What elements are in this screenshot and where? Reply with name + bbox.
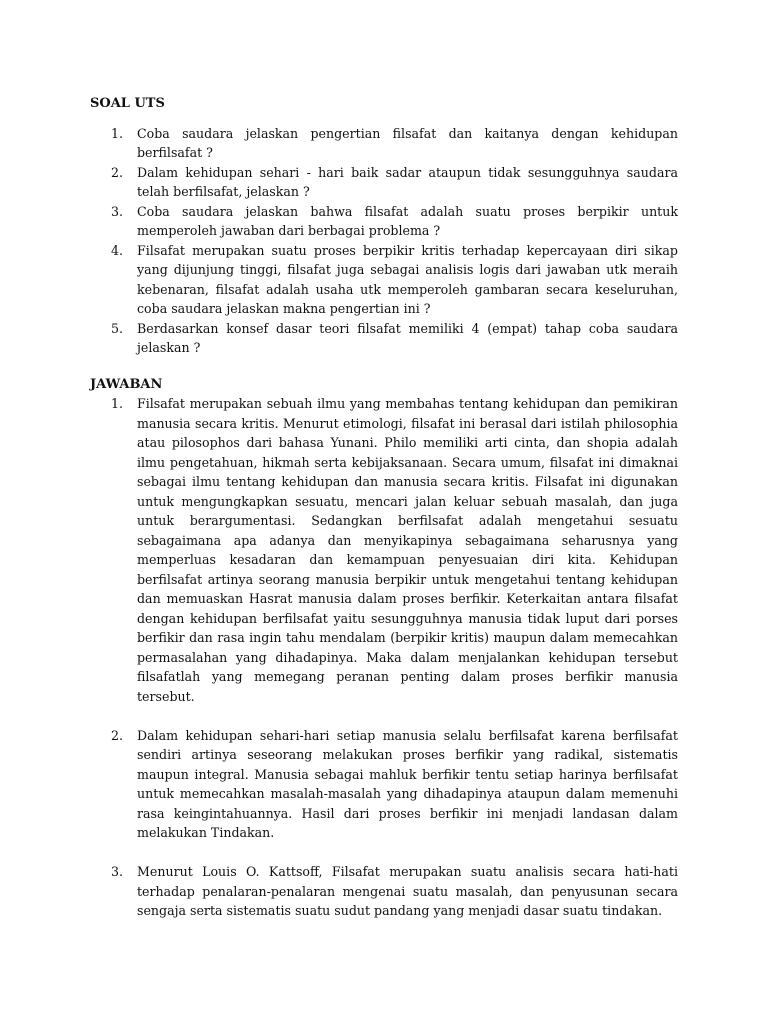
question-item	[90, 319, 678, 358]
answer-text: Filsafat merupakan sebuah ilmu yang membahas tentang kehidupan dan pemikiran manusia secara kritis. Menurut etimologi, filsafat ini berasal dari istilah philosophia atau pilosophos dari bahasa Yunani. Philo memiliki arti cinta, dan shopia adalah ilmu pengetahuan, hikmah serta kebijaksanaan. Secara umum, filsafat ini dimaknai sebagai ilmu tentang kehidupan dan manusia secara kritis. Filsafat ini digunakan untuk mengungkapkan sesuatu, mencari jalan keluar sebuah masalah, dan juga untuk berargumentasi. Sedangkan berfilsafat adalah mengetahui sesuatu sebagaimana apa adanya dan menyikapinya sebagaimana seharusnya yang memperluas kesadaran dan kemampuan penyesuaian diri kita. Kehidupan berfilsafat artinya seorang manusia berpikir untuk mengetahui tentang kehidupan dan memuaskan Hasrat manusia dalam proses berfikir. Keterkaitan antara filsafat dengan kehidupan berfilsafat yaitu sesungguhnya manusia tidak luput dari porses berfikir dan rasa ingin tahu mendalam (berpikir kritis) maupun dalam memecahkan permasalahan yang dihadapinya. Maka dalam menjalankan kehidupan tersebut filsafatlah yang memegang peranan penting dalam proses berfikir manusia tersebut.	[137, 396, 678, 704]
answer-number: 2.	[111, 727, 124, 743]
question-item	[90, 241, 678, 319]
jawaban-heading: JAWABAN	[90, 376, 163, 392]
answer-item	[90, 394, 678, 706]
answer-list	[90, 394, 678, 921]
question-item	[90, 202, 678, 241]
question-item	[90, 124, 678, 163]
answer-text: Dalam kehidupan sehari-hari setiap manusia selalu berfilsafat karena berfilsafat sendiri artinya seseorang melakukan proses berfikir yang radikal, sistematis maupun integral. Manusia sebagai mahluk berfikir tentu setiap harinya berfilsafat untuk memecahkan masalah-masalah yang dihadapinya ataupun dalam memenuhi rasa keingintahuannya. Hasil dari proses berfikir ini menjadi landasan dalam melakukan Tindakan.	[137, 727, 678, 840]
question-number: 5.	[111, 320, 124, 336]
question-number: 1.	[111, 125, 124, 141]
answer-number: 1.	[111, 396, 124, 411]
answer-item	[90, 862, 678, 921]
question-text: Dalam kehidupan sehari - hari baik sadar ataupun tidak sesungguhnya saudara telah berfilsafat, jelaskan ?	[137, 164, 678, 199]
question-list	[90, 124, 678, 358]
question-text: Coba saudara jelaskan pengertian filsafat dan kaitanya dengan kehidupan berfilsafat ?	[137, 125, 678, 160]
answer-number: 3.	[111, 864, 124, 879]
answer-item	[90, 726, 678, 843]
soal-uts-heading: SOAL UTS	[90, 96, 165, 111]
question-item	[90, 163, 678, 202]
question-text: Filsafat merupakan suatu proses berpikir kritis terhadap kepercayaan diri sikap yang dijunjung tinggi, filsafat juga sebagai analisis logis dari jawaban utk meraih kebenaran, filsafat adalah usaha utk memperoleh gambaran secara keseluruhan, coba saudara jelaskan makna pengertian ini ?	[137, 242, 678, 316]
question-text: Coba saudara jelaskan bahwa filsafat adalah suatu proses berpikir untuk memperoleh jawaban dari berbagai problema ?	[137, 203, 678, 238]
question-number: 2.	[111, 164, 124, 180]
question-number: 3.	[111, 203, 124, 219]
answer-text: Menurut Louis O. Kattsoff, Filsafat merupakan suatu analisis secara hati-hati terhadap penalaran-penalaran mengenai suatu masalah, dan penyusunan secara sengaja serta sistematis suatu sudut pandang yang menjadi dasar suatu tindakan.	[137, 864, 678, 918]
question-text: Berdasarkan konsef dasar teori filsafat memiliki 4 (empat) tahap coba saudara jelaskan ?	[137, 320, 678, 355]
question-number: 4.	[111, 242, 124, 258]
